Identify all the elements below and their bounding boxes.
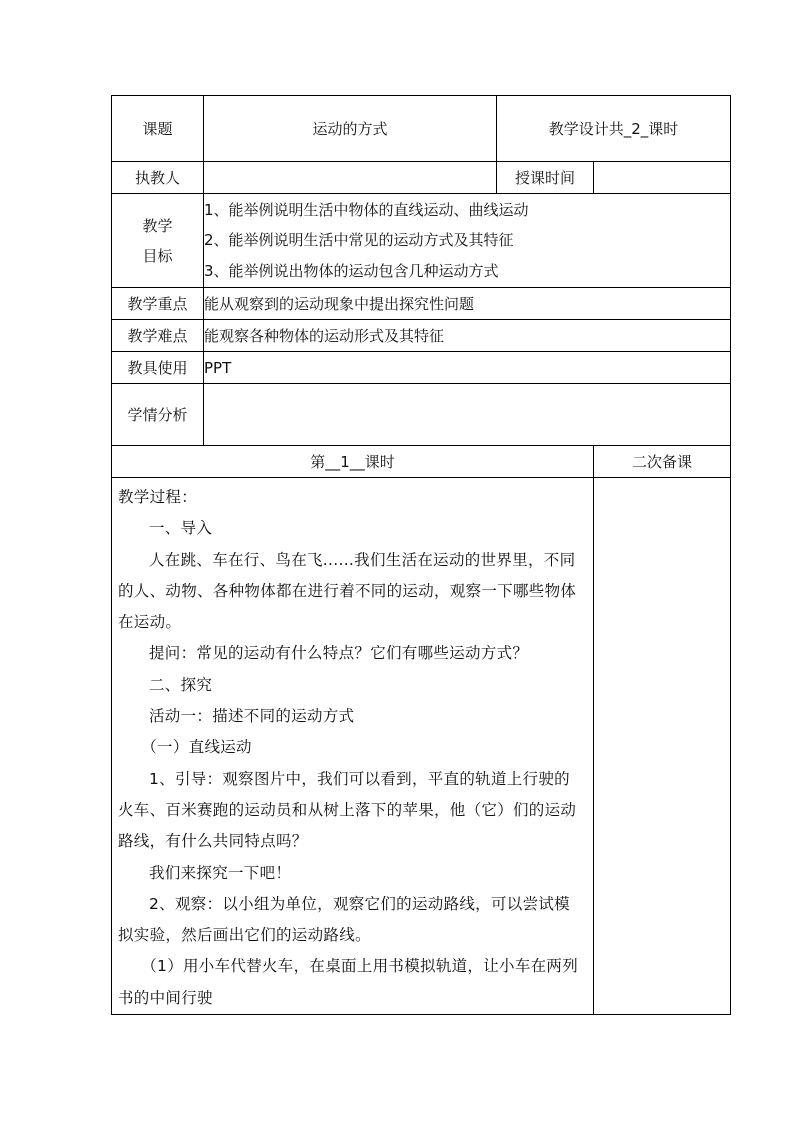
topic-label: 课题 (112, 96, 204, 162)
goals-label-line1: 教学 (142, 216, 173, 235)
teaching-process (112, 478, 594, 1015)
time-value (594, 162, 731, 194)
process-paragraph: 2、观察：以小组为单位，观察它们的运动路线，可以尝试模拟实验，然后画出它们的运动路线。 (118, 894, 570, 945)
difficulty-value: 能观察各种物体的运动形式及其特征 (204, 320, 731, 352)
process-paragraph: 提问：常见的运动有什么特点？它们有哪些运动方式？ (149, 644, 529, 663)
tools-row (112, 352, 731, 384)
session-row (112, 446, 731, 478)
process-paragraph: （1）用小车代替火车，在桌面上用书模拟轨道，让小车在两列书的中间行驶 (118, 957, 579, 1007)
process-paragraph: 人在跳、车在行、鸟在飞......我们生活在运动的世界里，不同的人、动物、各种物体都在进行着不同的运动，观察一下哪些物体在运动。 (118, 550, 577, 632)
time-label: 授课时间 (497, 162, 594, 194)
goals-row (112, 194, 731, 288)
topic-value: 运动的方式 (204, 96, 497, 162)
analysis-row (112, 384, 731, 446)
goals-list (204, 194, 731, 288)
session-title: 第__1__课时 (112, 446, 594, 478)
process-heading: 教学过程： (118, 488, 198, 506)
process-paragraph: 二、探究 (149, 675, 213, 694)
second-prep-area (594, 478, 731, 1015)
topic-row (112, 96, 731, 162)
key-point-label: 教学重点 (112, 288, 204, 320)
process-paragraph: （一）直线运动 (141, 738, 252, 757)
goal-item: 3、能举例说出物体的运动包含几种运动方式 (204, 261, 499, 280)
goal-item: 2、能举例说明生活中常见的运动方式及其特征 (204, 231, 514, 250)
process-paragraph: 我们来探究一下吧！ (149, 863, 292, 882)
key-point-row (112, 288, 731, 320)
tools-value: PPT (204, 352, 731, 384)
teacher-label: 执教人 (112, 162, 204, 194)
goals-label (112, 194, 204, 288)
process-paragraph: 活动一：描述不同的运动方式 (149, 707, 355, 726)
second-prep-label: 二次备课 (594, 446, 731, 478)
process-row (112, 478, 731, 1015)
teacher-value (204, 162, 497, 194)
key-point-value: 能从观察到的运动现象中提出探究性问题 (204, 288, 731, 320)
goals-label-line2: 目标 (142, 246, 173, 265)
analysis-label: 学情分析 (112, 384, 204, 446)
analysis-value (204, 384, 731, 446)
design-info: 教学设计共_2_课时 (497, 96, 731, 162)
difficulty-label: 教学难点 (112, 320, 204, 352)
tools-label: 教具使用 (112, 352, 204, 384)
lesson-plan-table (111, 95, 731, 1015)
goal-item: 1、能举例说明生活中物体的直线运动、曲线运动 (204, 200, 529, 219)
process-paragraph: 一、导入 (149, 519, 213, 538)
teacher-row (112, 162, 731, 194)
difficulty-row (112, 320, 731, 352)
process-paragraph: 1、引导：观察图片中，我们可以看到，平直的轨道上行驶的火车、百米赛跑的运动员和从树上落下的苹果，他（它）们的运动路线，有什么共同特点吗？ (118, 769, 577, 851)
